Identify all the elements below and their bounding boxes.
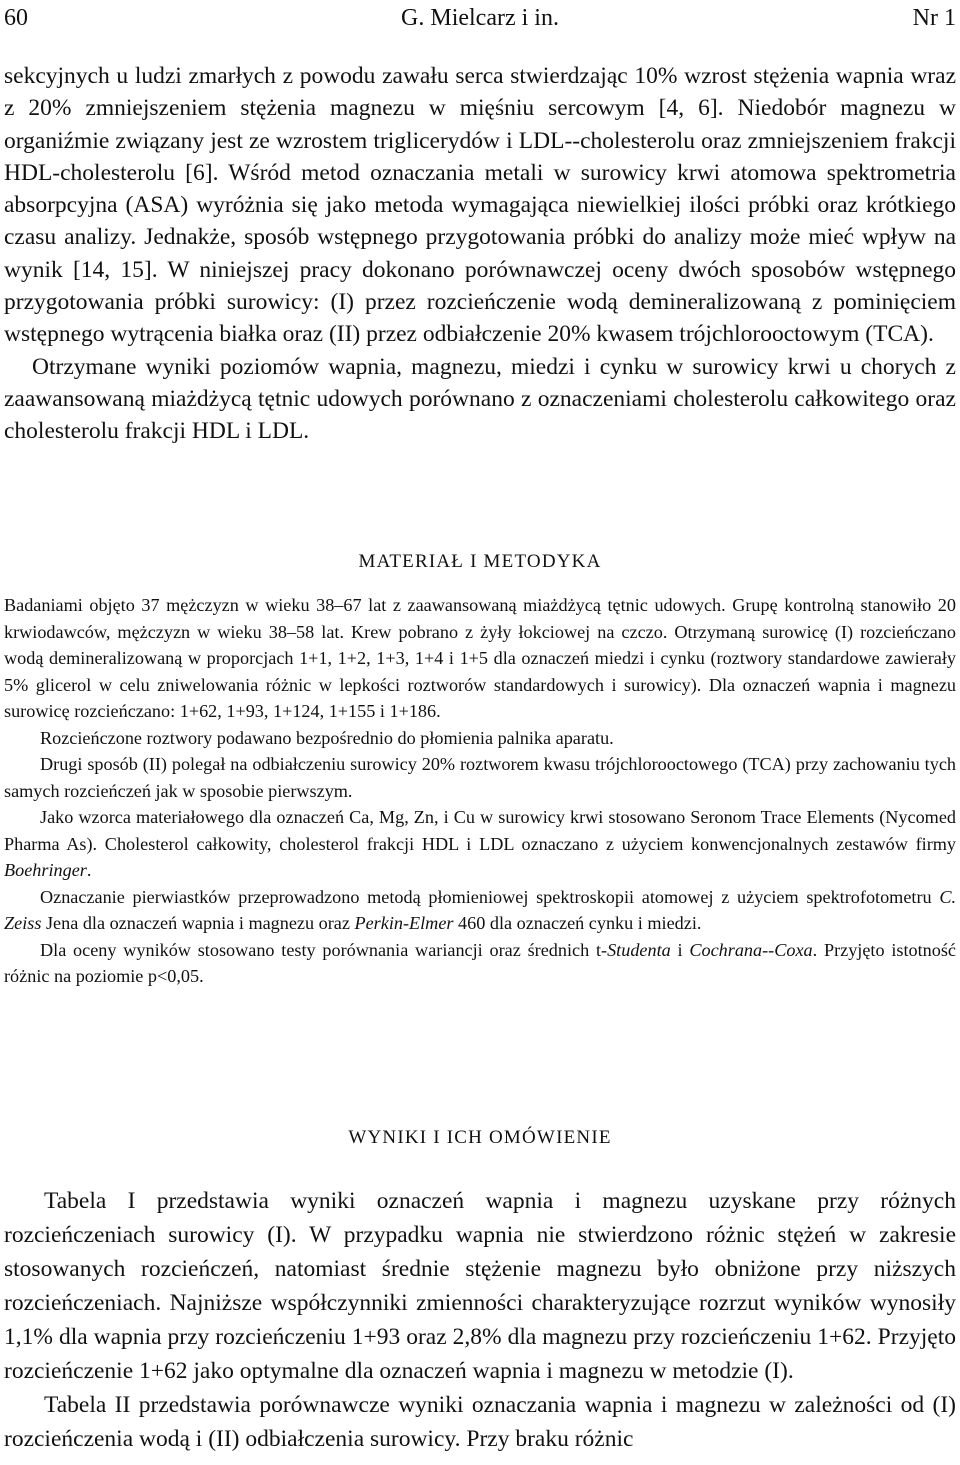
text-run: Jako wzorca materiałowego dla oznaczeń Ca, Mg, Zn, i Cu w surowicy krwi stosowano Seronom Trace Elements (Nycomed Pharma As). Cholesterol całkowity, cholesterol frakcji HDL i LDL oznaczano z użyciem konwencjonalnych zestawów firmy [4, 807, 956, 854]
methods-paragraph [4, 884, 956, 937]
test-name: Studenta [607, 939, 671, 960]
text-run: Dla oceny wyników stosowano testy porównania wariancji oraz średnich t- [40, 939, 608, 960]
section-heading-results: WYNIKI I ICH OMÓWIENIE [348, 1127, 612, 1148]
methods-section [4, 592, 956, 990]
methods-paragraph [4, 937, 956, 990]
section-heading-methods: MATERIAŁ I METODYKA [358, 551, 602, 572]
firm-name: Perkin-Elmer [354, 913, 454, 933]
results-paragraph: Tabela I przedstawia wyniki oznaczeń wapnia i magnezu uzyskane przy różnych rozcieńczeniach surowicy (I). W przypadku wapnia nie stwierdzono różnic stężeń w zakresie stosowanych rozcieńczeń, natomiast średnie stężenie magnezu było obniżone przy niższych rozcieńczeniach. Najniższe współczynniki zmienności charakteryzujące rozrzut wyników wynosiły 1,1% dla wapnia przy rozcieńczeniu 1+93 oraz 2,8% dla magnezu przy rozcieńczeniu 1+62. Przyjęto rozcieńczenie 1+62 jako optymalne dla oznaczeń wapnia i magnezu w metodzie (I). [4, 1188, 956, 1384]
intro-section [4, 60, 956, 448]
page-number: 60 [4, 5, 28, 31]
text-run: 460 dla oznaczeń cynku i miedzi. [453, 913, 702, 933]
intro-paragraph: sekcyjnych u ludzi zmarłych z powodu zawału serca stwierdzając 10% wzrost stężenia wapnia wraz z 20% zmniejszeniem stężenia magnezu w mięśniu sercowym [4, 6]. Niedobór magnezu w organiźmie związany jest ze wzrostem triglicerydów i LDL--cholesterolu oraz zmniejszeniem frakcji HDL-cholesterolu [6]. Wśród metod oznaczania metali w surowicy krwi atomowa spektrometria absorpcyjna (ASA) wyróżnia się jako metoda wymagająca niewielkiej ilości próbki oraz krótkiego czasu analizy. Jednakże, sposób wstępnego przygotowania próbki do analizy może mieć wpływ na wynik [14, 15]. W niniejszej pracy dokonano porównawczej oceny dwóch sposobów wstępnego przygotowania próbki surowicy: (I) przez rozcieńczenie wodą demineralizowaną z pominięciem wstępnego wytrącenia białka oraz (II) przez odbiałczenie 20% kwasem trójchlorooctowym (TCA). [4, 63, 956, 348]
methods-paragraph [4, 804, 956, 884]
intro-paragraph: Otrzymane wyniki poziomów wapnia, magnezu, miedzi i cynku w surowicy krwi u chorych z zaawansowaną miażdżycą tętnic udowych porównano z oznaczeniami cholesterolu całkowitego oraz cholesterolu frakcji HDL i LDL. [4, 353, 956, 445]
methods-paragraph: Drugi sposób (II) polegał na odbiałczeniu surowicy 20% roztworem kwasu trójchlorooctowego (TCA) przy zachowaniu tych samych rozcieńczeń jak w sposobie pierwszym. [4, 754, 956, 801]
text-run: . [86, 860, 92, 880]
running-authors: G. Mielcarz i in. [401, 5, 559, 31]
text-run: Jena dla oznaczeń wapnia i magnezu oraz [41, 913, 355, 933]
results-section [4, 1184, 956, 1456]
test-name: Cochrana--Coxa [689, 939, 813, 960]
text-run: i [670, 939, 690, 960]
firm-name: C. Zeiss [4, 886, 956, 933]
methods-paragraph: Badaniami objęto 37 mężczyzn w wieku 38–67 lat z zaawansowaną miażdżycą tętnic udowych. Grupę kontrolną stanowiło 20 krwiodawców, mężczyzn w wieku 38–58 lat. Krew pobrano z żyły łokciowej na czczo. Otrzymaną surowicę (I) rozcieńczano wodą demineralizowaną w proporcjach 1+1, 1+2, 1+3, 1+4 i 1+5 dla oznaczeń miedzi i cynku (roztwory standardowe zawierały 5% glicerol w celu zniwelowania różnic w lepkości roztworów standardowych i surowicy). Dla oznaczeń wapnia i magnezu surowicę rozcieńczano: 1+62, 1+93, 1+124, 1+155 i 1+186. [4, 595, 956, 721]
text-run: Oznaczanie pierwiastków przeprowadzono metodą płomieniowej spektroskopii atomowej z użyciem spektrofotometru [40, 886, 940, 907]
methods-paragraph: Rozcieńczone roztwory podawano bezpośrednio do płomienia palnika aparatu. [40, 727, 614, 748]
text-run: . Przyjęto istotność różnic na poziomie p<0,05. [4, 939, 957, 986]
results-paragraph: Tabela II przedstawia porównawcze wyniki oznaczania wapnia i magnezu w zależności od (I) rozcieńczenia wodą i (II) odbiałczenia surowicy. Przy braku różnic [4, 1392, 956, 1452]
issue-number: Nr 1 [912, 5, 956, 31]
running-header [4, 2, 956, 34]
firm-name: Boehringer [4, 860, 87, 880]
